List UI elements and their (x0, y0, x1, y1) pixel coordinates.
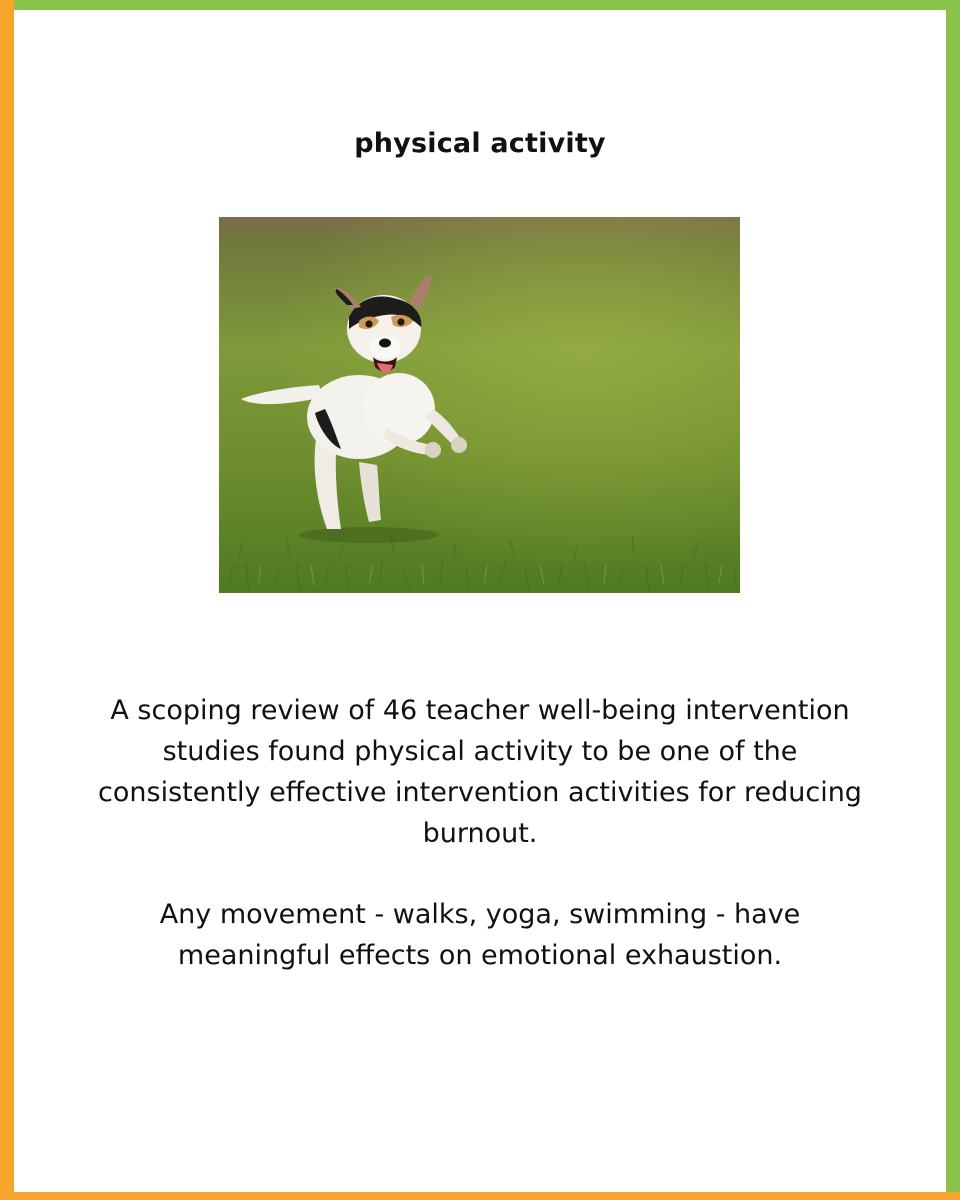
frame-border-right (946, 0, 960, 1200)
frame-border-bottom (0, 1192, 960, 1200)
paragraph-research-finding: A scoping review of 46 teacher well-being intervention studies found physical activity to be one of the consistently effective intervention activities for reducing burnout. (98, 695, 862, 849)
paragraph-movement-effects: Any movement - walks, yoga, swimming - have meaningful effects on emotional exhaustion. (159, 899, 801, 971)
frame-border-top (0, 0, 960, 10)
frame-border-left (0, 0, 14, 1200)
running-dog-photo (219, 217, 740, 593)
slide-title: physical activity (354, 128, 606, 159)
